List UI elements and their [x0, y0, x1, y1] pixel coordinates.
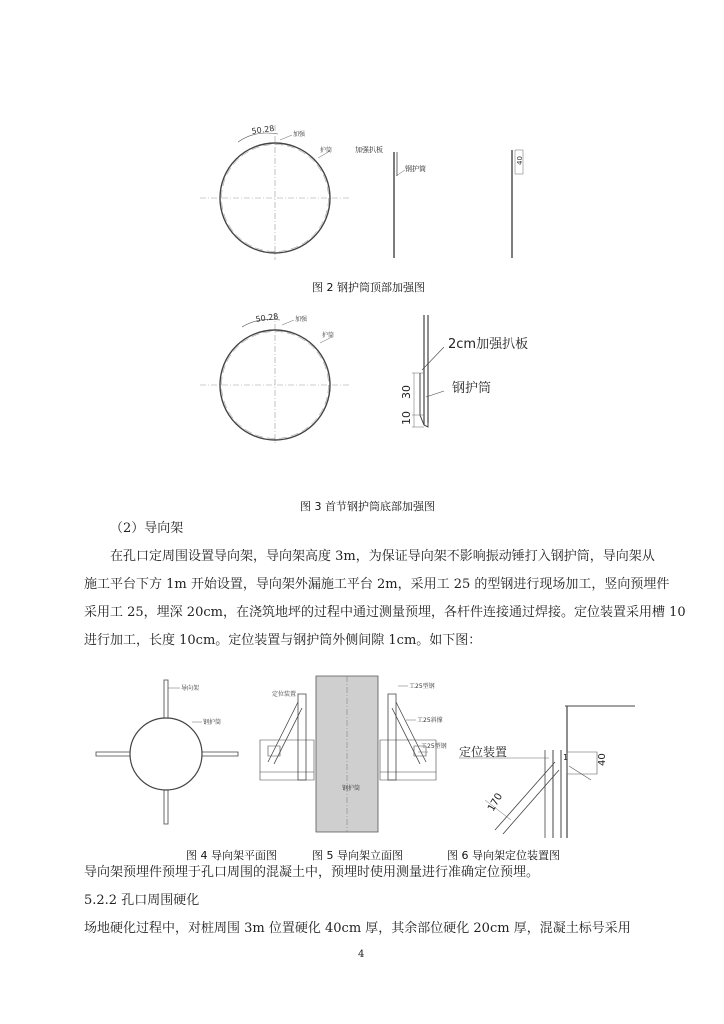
- figure-2-caption: 图 2 钢护筒顶部加强图: [312, 281, 425, 294]
- fig5-label-steel2: 工25斜撑: [417, 717, 443, 724]
- fig2-dim-arc: 50.28: [251, 123, 275, 136]
- fig3-label-plate: 2cm加强扒板: [448, 337, 529, 352]
- fig6-label-locator: 定位装置: [459, 745, 508, 759]
- figure-5-drawing: [258, 672, 448, 834]
- svg-text:护筒: 护筒: [322, 332, 335, 339]
- svg-text:加强: 加强: [295, 316, 308, 323]
- page-number: 4: [358, 949, 365, 960]
- fig5-label-locator: 定位装置: [272, 691, 297, 698]
- fig5-label-casing: 钢护筒: [342, 785, 361, 792]
- fig5-label-steel1: 工25型钢: [409, 683, 435, 690]
- paragraph-line-1: 在孔口定周围设置导向架，导向架高度 3m，为保证导向架不影响振动锤打入钢护筒，导向架从: [110, 549, 655, 564]
- fig6-dim-170: 170: [486, 791, 506, 814]
- fig2-dim-side: 40: [516, 156, 524, 165]
- fig3-dim-30: 30: [400, 385, 413, 399]
- figure-3-drawing: [200, 305, 540, 445]
- fig3-label-casing: 钢护筒: [452, 381, 492, 396]
- figure-4-caption: 图 4 导向架平面图: [186, 849, 277, 862]
- fig6-dim-40: 40: [597, 753, 608, 766]
- figure-6-drawing: [455, 700, 640, 840]
- fig2-label-casing: 钢护筒: [405, 165, 426, 173]
- section-heading-hardening: 5.2.2 孔口周围硬化: [84, 893, 200, 908]
- fig6-dim-1: 1: [563, 753, 569, 762]
- figure-3-caption: 图 3 首节钢护筒底部加强图: [300, 500, 435, 513]
- fig4-label-guide: 导向架: [181, 685, 200, 692]
- figure-4-drawing: [92, 678, 242, 828]
- svg-text:护筒: 护筒: [320, 147, 333, 154]
- paragraph-hardening: 场地硬化过程中，对桩周围 3m 位置硬化 40cm 厚，其余部位硬化 20cm 厚，混凝土标号采用: [84, 921, 631, 936]
- paragraph-line-2: 施工平台下方 1m 开始设置，导向架外漏施工平台 2m，采用工 25 的型钢进行现场加工，竖向预埋件: [84, 577, 670, 592]
- fig2-label-plate: 加强扒板: [355, 146, 383, 154]
- figure-5-caption: 图 5 导向架立面图: [312, 849, 403, 862]
- section-heading-guide-frame: （2）导向架: [110, 521, 184, 536]
- figure-6-caption: 图 6 导向架定位装置图: [447, 849, 560, 862]
- fig5-label-steel3: 工25型钢: [421, 743, 447, 750]
- fig3-dim-10: 10: [400, 411, 413, 425]
- fig3-dim-arc: 50.28: [255, 311, 279, 324]
- fig4-label-casing: 钢护筒: [203, 719, 222, 726]
- figure-2-drawing: [200, 120, 540, 260]
- paragraph-line-4: 进行加工，长度 10cm。定位装置与钢护筒外侧间隙 1cm。如下图：: [84, 633, 482, 648]
- paragraph-embedded: 导向架预埋件预埋于孔口周围的混凝土中，预埋时使用测量进行准确定位预埋。: [84, 865, 540, 880]
- svg-text:加强: 加强: [293, 131, 306, 138]
- paragraph-line-3: 采用工 25，埋深 20cm，在浇筑地坪的过程中通过测量预埋，各杆件连接通过焊接。定位装置采用槽 10: [84, 605, 686, 620]
